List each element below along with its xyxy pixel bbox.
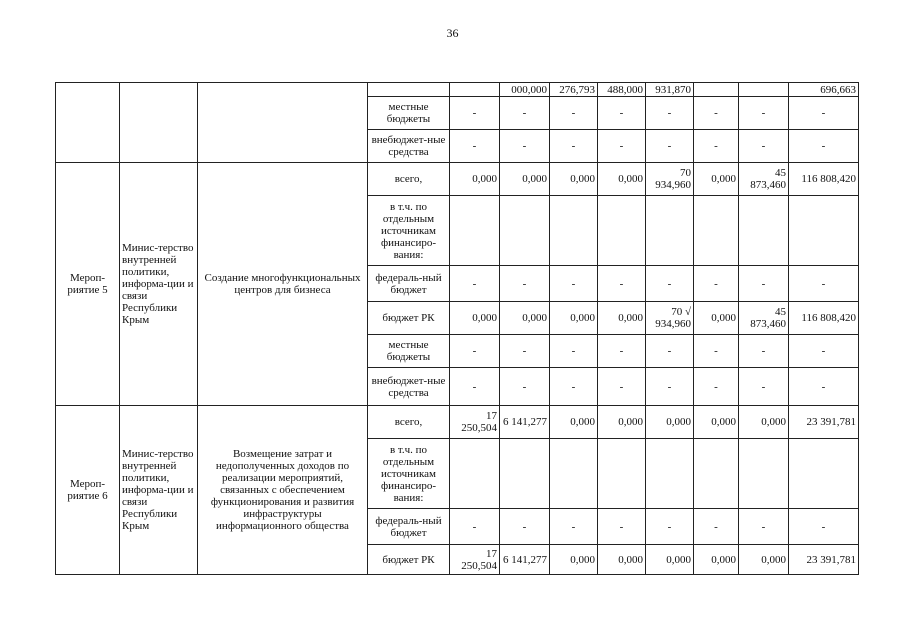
- value-cell: -: [694, 130, 739, 163]
- value-cell: -: [694, 368, 739, 406]
- value-cell: 0,000: [450, 302, 500, 335]
- value-cell: -: [450, 335, 500, 368]
- value-cell: -: [694, 335, 739, 368]
- value-cell: [598, 196, 646, 266]
- value-cell: -: [694, 97, 739, 130]
- value-cell: 70 934,960: [646, 163, 694, 196]
- source-cell: [368, 83, 450, 97]
- value-cell: -: [789, 266, 859, 302]
- table-row: [56, 163, 859, 196]
- value-cell: [739, 196, 789, 266]
- description-cell: [198, 83, 368, 163]
- value-cell: -: [500, 368, 550, 406]
- value-cell: -: [646, 368, 694, 406]
- value-cell: [598, 439, 646, 509]
- value-cell: -: [598, 130, 646, 163]
- measure-name-cell: Мероп-риятие 5: [56, 163, 120, 406]
- value-cell: -: [739, 368, 789, 406]
- table-row: [56, 83, 859, 97]
- source-cell: федераль-ный бюджет: [368, 509, 450, 545]
- description-cell: Возмещение затрат и недополученных доходов по реализации мероприятий, связанных с обеспечением функционирования и развития инфраструктуры информационного общества: [198, 406, 368, 575]
- value-cell: 0,000: [500, 163, 550, 196]
- value-cell: 0,000: [598, 406, 646, 439]
- value-cell: 0,000: [450, 163, 500, 196]
- value-cell: -: [598, 335, 646, 368]
- value-cell: -: [694, 509, 739, 545]
- executor-cell: Минис-терство внутренней политики, информа-ции и связи Республики Крым: [120, 163, 198, 406]
- value-cell: [550, 196, 598, 266]
- value-cell: -: [789, 335, 859, 368]
- value-cell: -: [598, 266, 646, 302]
- value-cell: 17 250,504: [450, 545, 500, 575]
- source-cell: бюджет РК: [368, 302, 450, 335]
- value-cell: -: [739, 130, 789, 163]
- value-cell: [646, 196, 694, 266]
- value-cell: 488,000: [598, 83, 646, 97]
- value-cell: 0,000: [550, 163, 598, 196]
- value-cell: -: [739, 509, 789, 545]
- value-cell: [450, 83, 500, 97]
- value-cell: -: [550, 509, 598, 545]
- value-cell: 0,000: [646, 406, 694, 439]
- source-cell: федераль-ный бюджет: [368, 266, 450, 302]
- value-cell: 931,870: [646, 83, 694, 97]
- value-cell: [694, 83, 739, 97]
- value-cell: -: [500, 97, 550, 130]
- value-cell: -: [550, 266, 598, 302]
- value-cell: -: [789, 509, 859, 545]
- source-cell: внебюджет-ные средства: [368, 368, 450, 406]
- value-cell: 0,000: [694, 545, 739, 575]
- value-cell: -: [739, 266, 789, 302]
- value-cell: -: [500, 335, 550, 368]
- value-cell: [450, 196, 500, 266]
- value-cell: -: [646, 509, 694, 545]
- value-cell: 0,000: [646, 545, 694, 575]
- value-cell: -: [550, 335, 598, 368]
- source-cell: в т.ч. по отдельным источникам финансиро-вания:: [368, 196, 450, 266]
- value-cell: [789, 196, 859, 266]
- value-cell: 0,000: [694, 406, 739, 439]
- value-cell: -: [598, 509, 646, 545]
- value-cell: 70 √ 934,960: [646, 302, 694, 335]
- value-cell: 0,000: [500, 302, 550, 335]
- value-cell: -: [789, 97, 859, 130]
- value-cell: 276,793: [550, 83, 598, 97]
- page-number: 36: [446, 26, 459, 40]
- value-cell: 0,000: [598, 302, 646, 335]
- value-cell: [500, 439, 550, 509]
- value-cell: [646, 439, 694, 509]
- value-cell: [694, 439, 739, 509]
- value-cell: 0,000: [739, 406, 789, 439]
- value-cell: 45 873,460: [739, 302, 789, 335]
- value-cell: 116 808,420: [789, 163, 859, 196]
- value-cell: -: [598, 97, 646, 130]
- value-cell: 0,000: [739, 545, 789, 575]
- value-cell: -: [739, 97, 789, 130]
- value-cell: [739, 83, 789, 97]
- value-cell: 0,000: [550, 545, 598, 575]
- source-cell: всего,: [368, 406, 450, 439]
- value-cell: -: [550, 130, 598, 163]
- measure-name-cell: Мероп-риятие 6: [56, 406, 120, 575]
- value-cell: [739, 439, 789, 509]
- source-cell: в т.ч. по отдельным источникам финансиро-вания:: [368, 439, 450, 509]
- value-cell: -: [646, 97, 694, 130]
- value-cell: 45 873,460: [739, 163, 789, 196]
- value-cell: -: [450, 266, 500, 302]
- value-cell: -: [646, 335, 694, 368]
- budget-table: [55, 82, 859, 575]
- value-cell: -: [646, 266, 694, 302]
- value-cell: 116 808,420: [789, 302, 859, 335]
- value-cell: -: [550, 97, 598, 130]
- value-cell: -: [598, 368, 646, 406]
- value-cell: 0,000: [694, 163, 739, 196]
- value-cell: -: [450, 130, 500, 163]
- value-cell: 6 141,277: [500, 406, 550, 439]
- value-cell: -: [450, 368, 500, 406]
- value-cell: -: [500, 266, 550, 302]
- value-cell: 0,000: [598, 545, 646, 575]
- value-cell: -: [694, 266, 739, 302]
- value-cell: 0,000: [694, 302, 739, 335]
- value-cell: 23 391,781: [789, 545, 859, 575]
- value-cell: 696,663: [789, 83, 859, 97]
- value-cell: [694, 196, 739, 266]
- value-cell: [500, 196, 550, 266]
- value-cell: -: [789, 368, 859, 406]
- description-cell: Создание многофункциональных центров для бизнеса: [198, 163, 368, 406]
- source-cell: бюджет РК: [368, 545, 450, 575]
- source-cell: местные бюджеты: [368, 335, 450, 368]
- executor-cell: Минис-терство внутренней политики, информа-ции и связи Республики Крым: [120, 406, 198, 575]
- value-cell: -: [500, 130, 550, 163]
- value-cell: -: [739, 335, 789, 368]
- value-cell: 6 141,277: [500, 545, 550, 575]
- value-cell: [550, 439, 598, 509]
- source-cell: внебюджет-ные средства: [368, 130, 450, 163]
- value-cell: 0,000: [550, 302, 598, 335]
- value-cell: [789, 439, 859, 509]
- value-cell: -: [450, 97, 500, 130]
- source-cell: местные бюджеты: [368, 97, 450, 130]
- value-cell: 0,000: [598, 163, 646, 196]
- value-cell: -: [646, 130, 694, 163]
- value-cell: 23 391,781: [789, 406, 859, 439]
- value-cell: -: [500, 509, 550, 545]
- value-cell: -: [550, 368, 598, 406]
- value-cell: [450, 439, 500, 509]
- table-row: [56, 406, 859, 439]
- measure-cell: [56, 83, 120, 163]
- value-cell: -: [789, 130, 859, 163]
- source-cell: всего,: [368, 163, 450, 196]
- value-cell: 0,000: [550, 406, 598, 439]
- executor-cell: [120, 83, 198, 163]
- value-cell: -: [450, 509, 500, 545]
- value-cell: 17 250,504: [450, 406, 500, 439]
- value-cell: 000,000: [500, 83, 550, 97]
